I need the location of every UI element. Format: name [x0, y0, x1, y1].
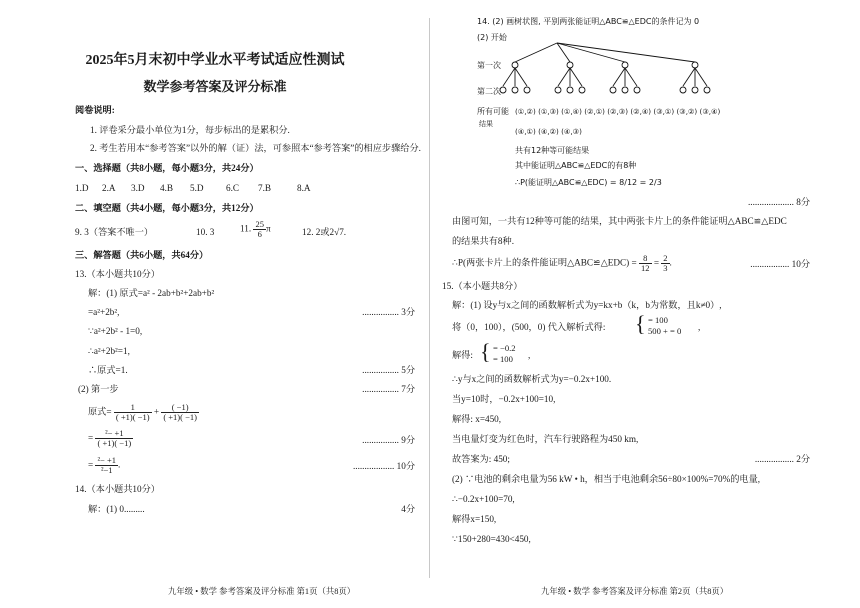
hand-line6: 结果: [479, 120, 493, 128]
q15-line2: 将（0，100），(500，0) 代入解析式得:: [452, 322, 606, 332]
q13-line7: 原式= $\frac{1}{( +1)( -1)}$ + $\frac{( -1)}{( +1)( -1)}$: [88, 402, 197, 422]
note-1: 1. 评卷采分最小单位为1分，每步标出的是累积分.: [90, 125, 290, 135]
answer-4: 4.B: [160, 183, 174, 193]
q15-line3-brace: {: [480, 339, 491, 364]
q13-heading: 13.（本小题共10分）: [75, 269, 160, 279]
section3-heading: 三、解答题（共6小题，共64分）: [75, 250, 209, 260]
hand-line1: 14. (2) 画树状图, 平别两张能证明△ABC≌△EDC的条件记为 0: [477, 17, 700, 26]
answer-7: 7.B: [258, 183, 272, 193]
q14-score-2: .................... 8分: [747, 197, 810, 207]
hand-line3: 第一次: [477, 61, 501, 70]
q15-line11: 解得x=150,: [452, 514, 497, 524]
q15-line1: 解：(1) 设y与x之间的函数解析式为y=kx+b（k，b为常数，且k≠0）,: [452, 300, 722, 310]
q14-line1: 解：(1) 0.........: [88, 504, 145, 514]
q15-line8: 故答案为: 450;: [452, 454, 510, 464]
hand-line7: 共有12种等可能结果: [515, 146, 590, 155]
answer-1: 1.D: [75, 183, 89, 193]
q13-line7-frac1: $\frac{1}{( +1)( -1)}$: [115, 402, 150, 422]
handwritten-tree-diagram: [475, 10, 790, 190]
answer-10: 10. 3: [196, 227, 215, 237]
q15-line9: (2) ∵电池的剩余电量为56 kW • h，相当于电池剩余56÷80×100%=70%的电量,: [452, 474, 761, 484]
q15-line12: ∵150+280=430<450,: [452, 534, 531, 544]
q14-frac-1: $\frac{8}{12}$: [641, 253, 650, 273]
q15-line4: ∴y与x之间的函数解析式为y=−0.2x+100.: [452, 374, 612, 384]
right-footer: 九年级 • 数学 参考答案及评分标准 第2页（共8页）: [541, 587, 729, 596]
q15-line3-eq2: = 100: [493, 354, 513, 364]
q13-line5: ∴原式=1.: [88, 365, 128, 375]
answer-5: 5.D: [190, 183, 204, 193]
q13-line8: = $\frac{\text{²− +1}}{( +1)( -1)}$: [88, 428, 132, 448]
tree-branches: [500, 43, 710, 93]
q13-line9: = $\frac{\text{²− +1}}{\text{²−1}}$ .: [88, 455, 121, 475]
section2-heading: 二、填空题（共4小题，每小题3分，共12分）: [75, 203, 259, 213]
doc-title: 2025年5月末初中学业水平考试适应性测试: [85, 53, 345, 68]
q13-score-5: .................. 10分: [352, 461, 415, 471]
answer-3: 3.D: [131, 183, 145, 193]
q13-score-3: ................ 7分: [362, 384, 415, 394]
q13-line4: ∴a²+2b²=1,: [88, 346, 130, 356]
q13-score-1: ................ 3分: [362, 307, 415, 317]
hand-line2: (2) 开始: [477, 33, 507, 42]
q15-heading: 15.（本小题共8分）: [442, 281, 523, 291]
q13-line8-frac: $\frac{\text{²− +1}}{( +1)( -1)}$: [97, 428, 132, 448]
hand-line9: ∴P(能证明△ABC≌△EDC) = 8/12 = 2/3: [515, 178, 662, 187]
q13-line6: (2) 第一步: [78, 384, 119, 394]
answer-2: 2.A: [102, 183, 116, 193]
hand-line8: 其中能证明△ABC≌△EDC的有8种: [515, 161, 637, 170]
q13-line7-frac2: $\frac{( -1)}{( +1)( -1)}$: [163, 402, 197, 422]
q15-line6: 解得: x=450,: [452, 414, 502, 424]
q15-line2-eq1: = 100: [648, 315, 668, 325]
q15-score-1: ................. 2分: [754, 454, 810, 464]
answer-11: 11. $\frac{25}{6}$ π: [240, 219, 271, 239]
hand-line4: 第二次: [477, 87, 501, 96]
q15-line5: 当y=10时，−0.2x+100=10,: [452, 394, 556, 404]
q14-para-2: 的结果共有8种.: [452, 236, 515, 246]
section1-heading: 一、选择题（共8小题，每小题3分，共24分）: [75, 163, 259, 173]
q13-score-2: ................ 5分: [362, 365, 415, 375]
answer-8: 8.A: [297, 183, 311, 193]
answer-9: 9. 3（答案不唯一）: [75, 227, 154, 237]
q13-line3: ∵a²+2b² - 1=0,: [88, 326, 143, 336]
hand-results-2: (④,①) (④,②) (④,③): [515, 127, 582, 136]
q15-line7: 当电量灯变为红色时，汽车行驶路程为450 km,: [452, 434, 639, 444]
left-footer: 九年级 • 数学 参考答案及评分标准 第1页（共8页）: [168, 587, 356, 596]
q15-line2-brace: {: [635, 311, 646, 336]
q14-heading: 14.（本小题共10分）: [75, 484, 160, 494]
q13-line1: 解：(1) 原式=a² - 2ab+b²+2ab+b²: [88, 288, 215, 298]
q13-score-4: ................ 9分: [362, 435, 415, 445]
q15-line2-comma: ,: [698, 322, 701, 332]
q14-para-3: ∴P(两张卡片上的条件能证明△ABC≌△EDC) = $\frac{8}{12}$ = $\frac{2}{3}$ .: [452, 253, 672, 273]
note-2: 2. 考生若用本“参考答案”以外的解（证）法，可参照本“参考答案”的相应步骤给分.: [90, 143, 421, 153]
answer-12: 12. 2或2√7.: [302, 227, 347, 237]
q15-line2-eq2: 500 + = 0: [648, 326, 682, 336]
notes-heading: 阅卷说明:: [75, 105, 115, 115]
hand-line5: 所有可能: [477, 107, 509, 116]
q14-score-1: 4分: [401, 504, 415, 514]
q14-frac-2: $\frac{2}{3}$: [663, 253, 668, 273]
doc-subtitle: 数学参考答案及评分标准: [143, 79, 287, 94]
q14-para-1: 由图可知，一共有12种等可能的结果，其中两张卡片上的条件能证明△ABC≌△EDC: [452, 216, 787, 226]
q14-score-3: ................. 10分: [750, 259, 810, 269]
q15-line3-eq1: = −0.2: [493, 343, 516, 353]
answer-11-fraction: $\frac{25}{6}$: [255, 219, 264, 239]
q15-line10: ∴−0.2x+100=70,: [452, 494, 515, 504]
hand-results-1: (①,②) (①,③) (①,④) (②,①) (②,③) (②,④) (③,①) (③,②) (③,④): [515, 107, 721, 116]
q13-line2: =a²+2b²,: [88, 307, 120, 317]
right-page: [430, 0, 860, 608]
q13-line9-frac: $\frac{\text{²− +1}}{\text{²−1}}$: [97, 455, 116, 475]
q15-line3: 解得:: [452, 350, 473, 360]
answer-6: 6.C: [226, 183, 240, 193]
q15-line3-comma: ,: [528, 350, 531, 360]
